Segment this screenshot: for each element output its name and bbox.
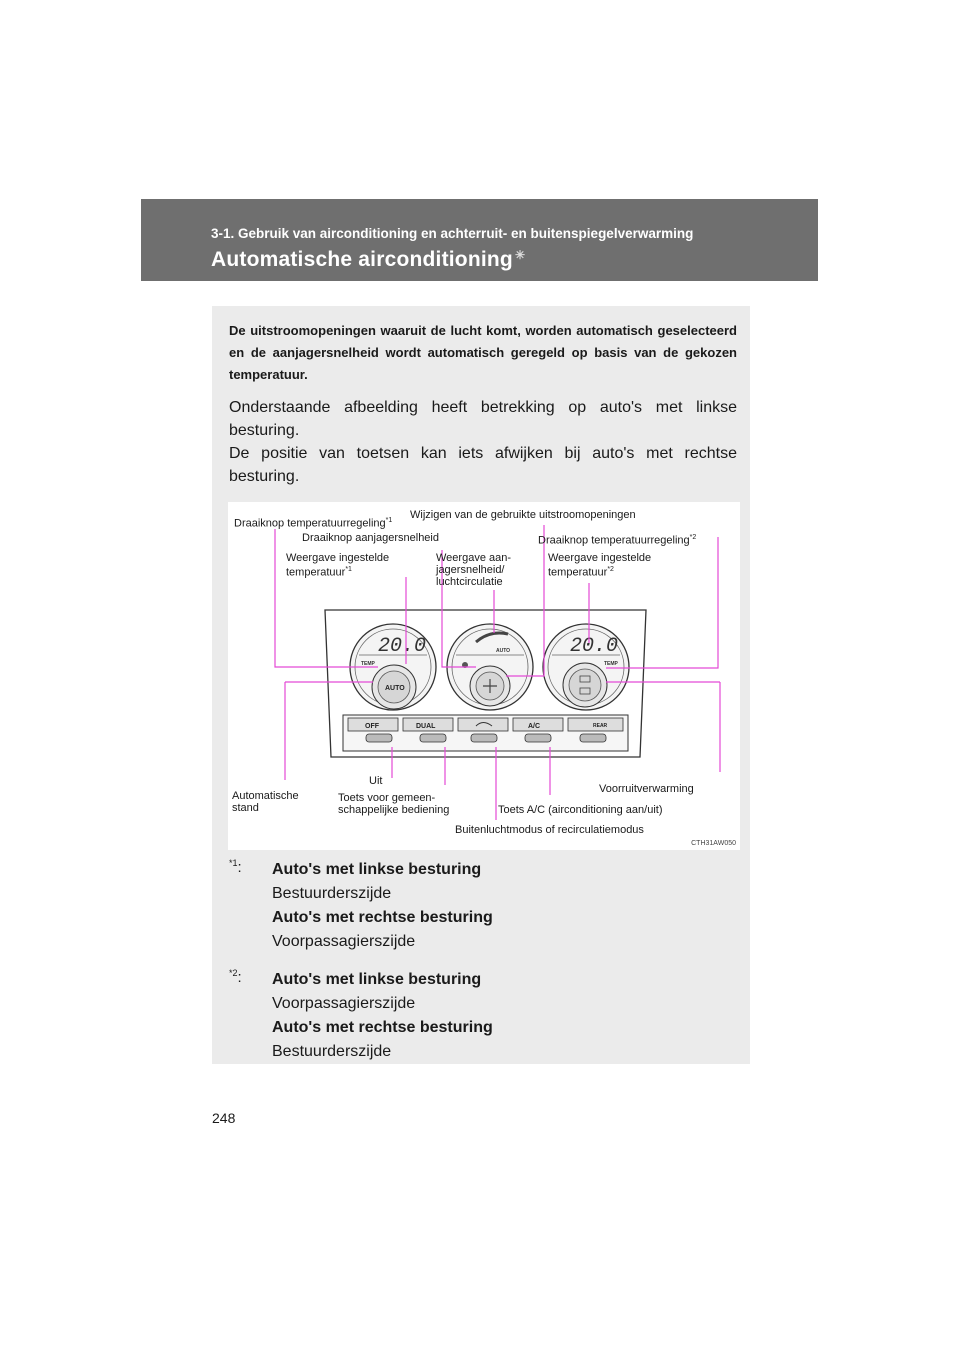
footnote-lhd-value: Voorpassagierszijde [272,995,416,1012]
label-temp-knob-2: Draaiknop temperatuurregeling$^{*2}$ [538,534,697,547]
footnotes [229,858,737,1078]
label-dual: Toets voor gemeen- schappelijke bediening [338,792,450,816]
intro-paragraph-1: Onderstaande afbeelding heeft betrekking op auto's met linkse besturing. [229,399,737,439]
footnote-2 [229,968,737,1064]
asterisk-mark-icon: ✳ [514,248,526,262]
dual-button-label: DUAL [416,723,436,730]
label-change-vents: Wijzigen van de gebruikte uitstroomopeningen [410,509,636,521]
right-temp-readout: 20.0 [570,635,619,658]
label-temp-display-1: Weergave ingestelde temperatuur$^{*1}$ [286,552,390,579]
label-off: Uit [369,775,383,787]
footnote-lhd-title: Auto's met linkse besturing [272,861,482,878]
footnote-1 [229,858,737,954]
rear-button-label: REAR [593,723,608,729]
chapter-header-band [141,199,818,281]
intro-paragraph-2: De positie van toetsen kan iets afwijken bij auto's met rechtse besturing. [229,445,737,485]
footnote-lhd-title: Auto's met linkse besturing [272,971,482,988]
ac-button-label: A/C [528,723,541,730]
footnote-rhd-value: Voorpassagierszijde [272,933,416,950]
page-number: 248 [212,1110,236,1126]
content-box [212,306,750,1064]
footnote-rhd-value: Bestuurderszijde [272,1043,392,1060]
label-auto-mode: Automatische stand [232,790,299,814]
footnote-rhd-title: Auto's met rechtse besturing [272,1019,493,1036]
label-temp-knob-1: Draaiknop temperatuurregeling$^{*1}$ [234,517,393,530]
footnote-rhd-title: Auto's met rechtse besturing [272,909,493,926]
control-panel-figure [228,502,740,850]
label-fan-knob: Draaiknop aanjagersnelheid [302,532,439,544]
intro-plain-text [229,396,737,488]
off-button-label: OFF [365,723,379,730]
label-recirc: Buitenluchtmodus of recirculatiemodus [455,824,644,836]
footnote-lhd-value: Bestuurderszijde [272,885,392,902]
label-temp-display-2: Weergave ingestelde temperatuur$^{*2}$ [548,552,652,579]
footnote-mark: $^{*1}$: [229,858,242,876]
left-temp-readout: 20.0 [378,635,427,658]
panel-buttons [348,718,623,742]
section-label: 3-1. Gebruik van airconditioning en achterruit- en buitenspiegelverwarming [211,226,694,241]
page-title-text: Automatische airconditioning [211,248,513,271]
intro-bold-text: De uitstroomopeningen waaruit de lucht komt, worden automatisch geselecteerd en de aanjagersnelheid wordt automatisch geregeld op basis van de gekozen temperatuur. [229,323,737,382]
label-fan-display: Weergave aan- jagersnelheid/ luchtcirculatie [436,552,512,588]
right-temp-tag: TEMP [604,661,618,667]
page-title [211,248,525,272]
left-temp-tag: TEMP [361,661,375,667]
label-ac: Toets A/C (airconditioning aan/uit) [498,804,663,816]
right-temp-dial [543,624,629,710]
figure-code: CTH31AW050 [691,840,736,847]
footnote-mark: $^{*2}$: [229,968,242,986]
center-auto-tag: AUTO [496,648,511,654]
label-defrost: Voorruitverwarming [599,783,694,795]
left-auto-tag: AUTO [385,685,405,692]
